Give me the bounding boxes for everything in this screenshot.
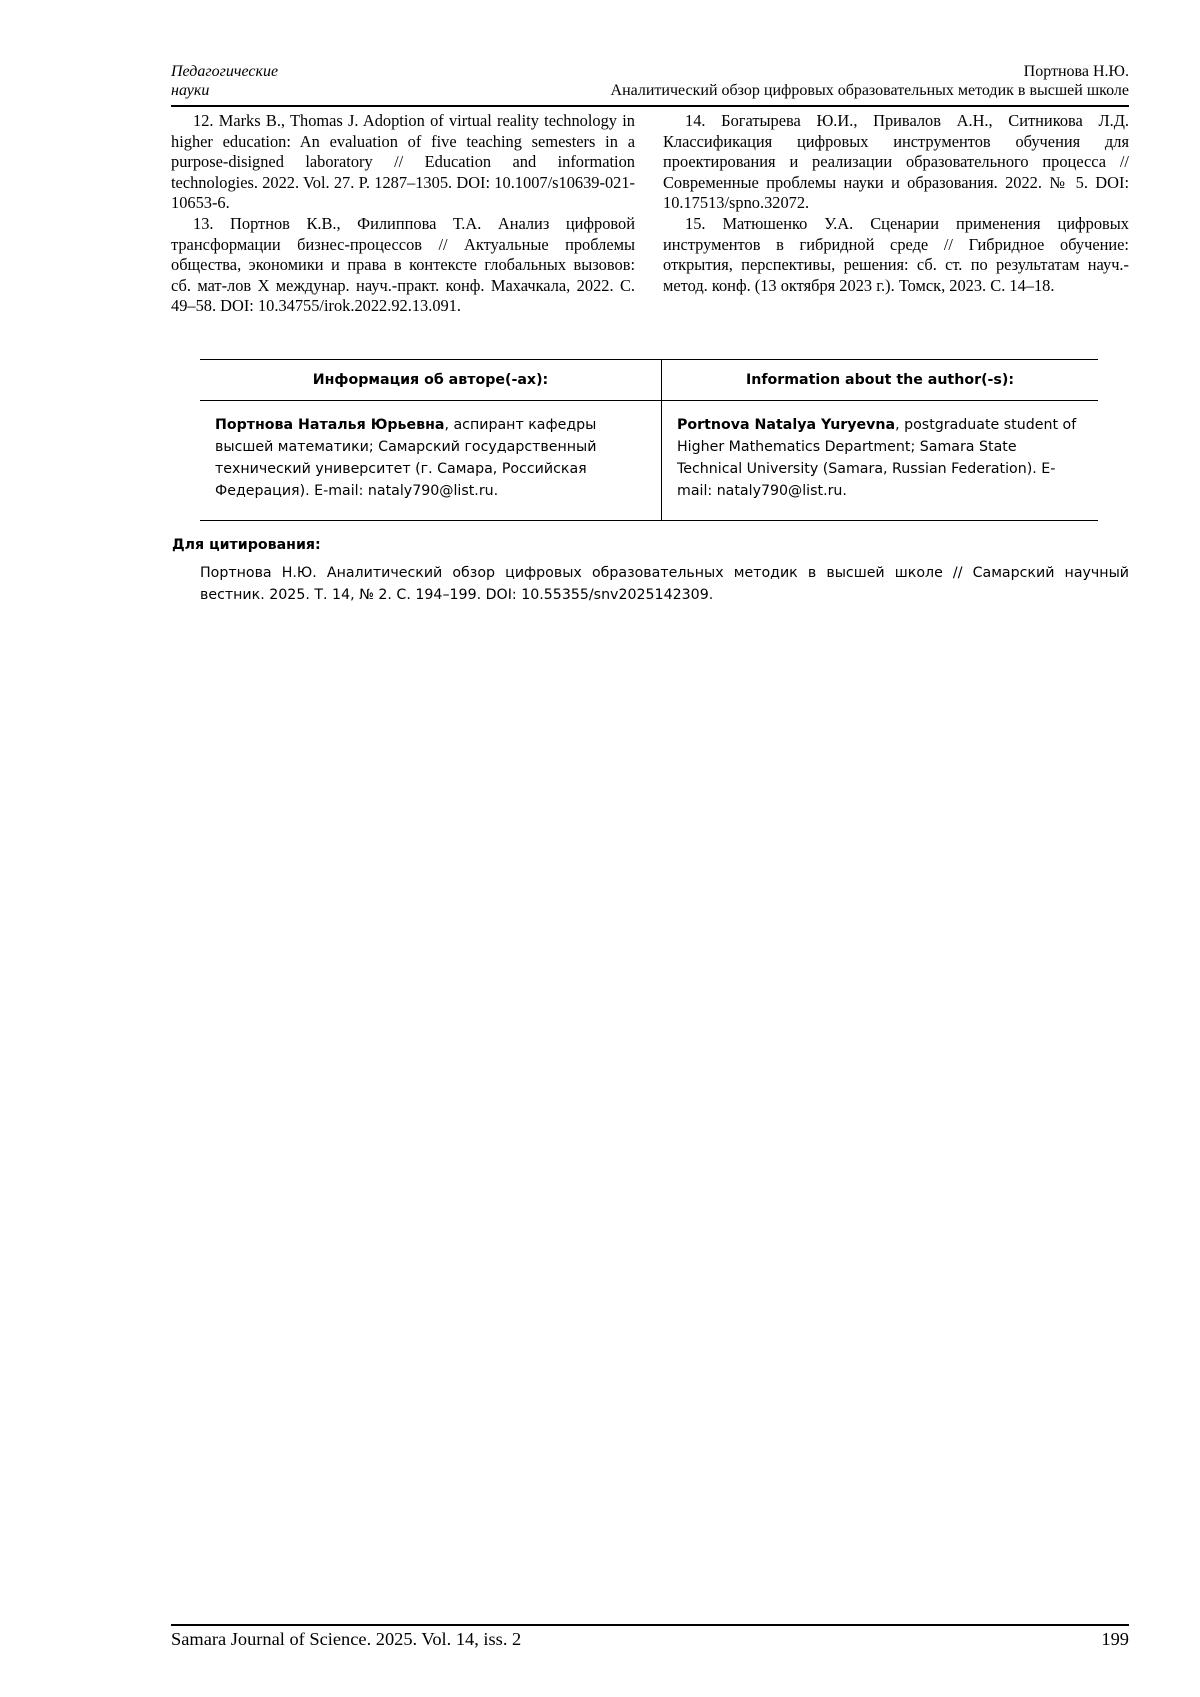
header-section-line1: Педагогические [171,63,279,80]
header-author: Портнова Н.Ю. [1023,63,1129,80]
reference-item: 12. Marks B., Thomas J. Adoption of virtual reality technology in higher education: An evaluation of five teaching semesters in a purpose-disigned laboratory // Education and information technologies. 2022. Vol. 27. P. 1287–1305. DOI: 10.1007/s10639-021-10653-6. [171,111,635,213]
citation-label: Для цитирования: [172,537,321,553]
reference-item: 13. Портнов К.В., Филиппова Т.А. Анализ цифровой трансформации бизнес-процессов // Актуальные проблемы общества, экономики и права в контексте глобальных вызовов: сб. мат-лов X междунар. науч.-практ. конф. Махачкала, 2022. С. 49–58. DOI: 10.34755/irok.2022.92.13.091. [171,213,635,316]
author-info-en [662,401,1099,521]
references-right-column [663,111,1129,296]
author-details-ru: , аспирант кафедры высшей математики; Самарский государственный технический университет (г. Самара, Российская Федерация). E-mail: nataly790@list.ru. [215,417,597,499]
references-left-column [171,111,635,317]
reference-item: 15. Матюшенко У.А. Сценарии применения цифровых инструментов в гибридной среде // Гибридное обучение: открытия, перспективы, решения: сб. ст. по результатам науч.-метод. конф. (13 октября 2023 г.). Томск, 2023. С. 14–18. [663,213,1129,295]
author-name-en: Portnova Natalya Yuryevna [677,417,896,433]
header-article-title: Аналитический обзор цифровых образовательных методик в высшей школе [610,82,1129,99]
header-article-info [611,62,1129,100]
author-info-heading-ru: Информация об авторе(-ах): [200,360,662,401]
footer-journal: Samara Journal of Science. 2025. Vol. 14, iss. 2 [171,1629,522,1649]
author-details-en: , postgraduate student of Higher Mathematics Department; Samara State Technical University (Samara, Russian Federation). E-mail: nataly790@list.ru. [677,417,1077,499]
page-number: 199 [1101,1629,1129,1649]
reference-item: 14. Богатырева Ю.И., Привалов А.Н., Ситникова Л.Д. Классификация цифровых инструментов обучения для проектирования и реализации образовательного процесса // Современные проблемы науки и образования. 2022. № 5. DOI: 10.17513/spno.32072. [663,111,1129,213]
author-name-ru: Портнова Наталья Юрьевна [215,417,445,433]
header-section-line2: науки [171,82,210,99]
citation-text: Портнова Н.Ю. Аналитический обзор цифровых образовательных методик в высшей школе // Самарский научный вестник. 2025. Т. 14, № 2. С. 194–199. DOI: 10.55355/snv2025142309. [200,565,1129,603]
running-header [171,62,1129,107]
author-info-ru [200,401,662,521]
author-info-heading-en: Information about the author(-s): [662,360,1099,401]
header-section [171,62,278,100]
author-info-table [200,359,1098,521]
page-footer [171,1624,1129,1649]
